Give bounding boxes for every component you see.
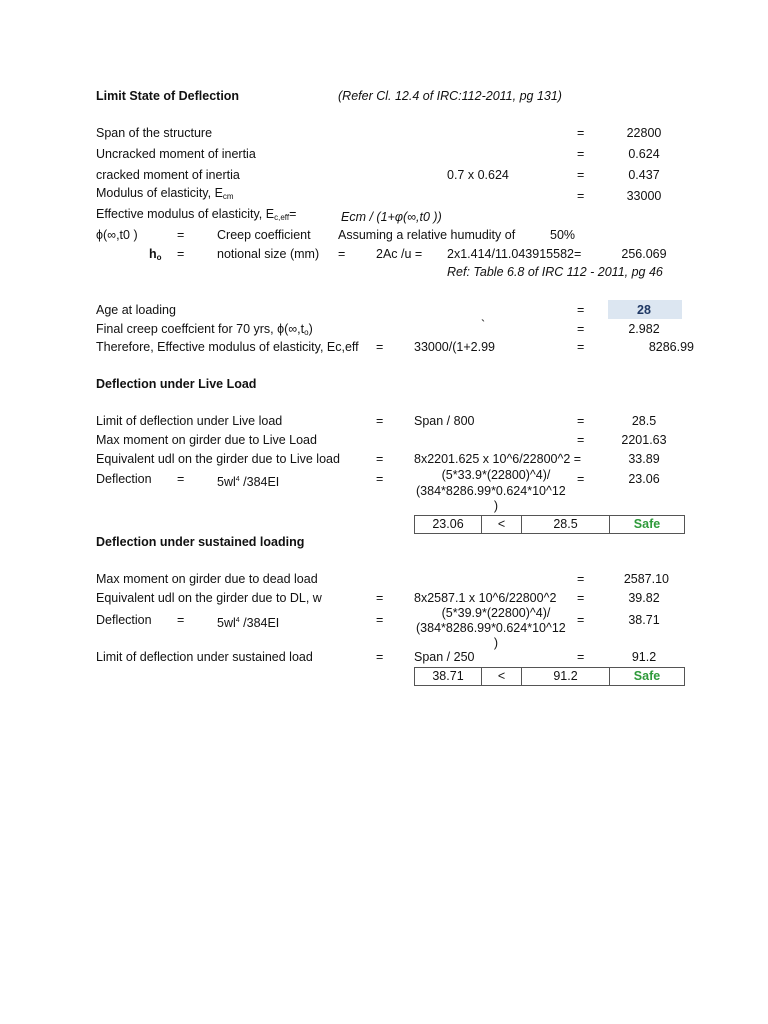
live-check-b: 28.5 bbox=[522, 516, 610, 533]
modulus-value: 33000 bbox=[626, 189, 662, 203]
sustained-udl-eq: = bbox=[577, 591, 585, 605]
notional-symbol: $h_o$ bbox=[149, 247, 162, 262]
sustained-moment-value: 2587.10 bbox=[623, 572, 669, 586]
notional-calc: 2x1.414/11.043915582= bbox=[447, 247, 582, 261]
live-limit-eq1: = bbox=[376, 414, 384, 428]
sustained-deflection-eq: = bbox=[577, 613, 585, 627]
sustained-deflection-eq1: = bbox=[376, 613, 384, 627]
sustained-limit-calc: Span / 250 bbox=[414, 650, 475, 664]
table-reference: Ref: Table 6.8 of IRC 112 - 2011, pg 46 bbox=[447, 265, 663, 279]
live-udl-value: 33.89 bbox=[628, 452, 660, 466]
final-creep-label: Final creep coeffcient for 70 yrs, $\phi(\infty,t_o)$ bbox=[96, 322, 313, 337]
sustained-heading: Deflection under sustained loading bbox=[96, 535, 305, 549]
creep-humidity: 50% bbox=[550, 228, 576, 242]
sustained-limit-eq1: = bbox=[376, 650, 384, 664]
live-deflection-value: 23.06 bbox=[628, 472, 660, 486]
live-udl-eq1: = bbox=[376, 452, 384, 466]
live-deflection-formula: $5wl^4$ /384EI bbox=[217, 475, 280, 489]
cracked-value: 0.437 bbox=[628, 168, 660, 182]
uncracked-eq: = bbox=[577, 147, 585, 161]
notional-desc: notional size (mm) bbox=[217, 247, 320, 261]
final-creep-eq: = bbox=[577, 322, 585, 336]
span-eq: = bbox=[577, 126, 585, 140]
notional-value: 256.069 bbox=[621, 247, 667, 261]
live-limit-value: 28.5 bbox=[631, 414, 657, 428]
final-creep-value: 2.982 bbox=[628, 322, 660, 336]
live-moment-eq: = bbox=[577, 433, 585, 447]
live-limit-eq: = bbox=[577, 414, 585, 428]
age-value[interactable]: 28 bbox=[637, 303, 651, 317]
sustained-check-a: 38.71 bbox=[415, 668, 482, 685]
creep-desc: Creep coefficient bbox=[217, 228, 311, 242]
live-limit-calc: Span / 800 bbox=[414, 414, 475, 428]
sustained-check-b: 91.2 bbox=[522, 668, 610, 685]
live-moment-value: 2201.63 bbox=[621, 433, 667, 447]
live-deflection-label: Deflection bbox=[96, 472, 152, 486]
notional-eq: = bbox=[177, 247, 185, 261]
sustained-deflection-eq0: = bbox=[177, 613, 185, 627]
span-label: Span of the structure bbox=[96, 126, 213, 140]
sustained-moment-eq: = bbox=[577, 572, 585, 586]
effective-formula: Ecm / (1+φ(∞,t0 )) bbox=[341, 210, 442, 224]
eff-mod-value: 8286.99 bbox=[648, 340, 694, 354]
page-title: Limit State of Deflection bbox=[96, 89, 240, 103]
cracked-eq: = bbox=[577, 168, 585, 182]
sustained-limit-value: 91.2 bbox=[631, 650, 657, 664]
sustained-deflection-formula: $5wl^4$ /384EI bbox=[217, 616, 280, 630]
live-check-op: < bbox=[482, 516, 522, 533]
live-moment-label: Max moment on girder due to Live Load bbox=[96, 433, 317, 447]
live-deflection-calc2: (384*8286.99*0.624*10^12 bbox=[416, 484, 566, 498]
live-limit-label: Limit of deflection under Live load bbox=[96, 414, 283, 428]
live-deflection-calc1: (5*33.9*(22800)^4)/ bbox=[441, 468, 551, 482]
modulus-label: Modulus of elasticity, $E_{cm}$ bbox=[96, 186, 234, 201]
sustained-deflection-value: 38.71 bbox=[628, 613, 660, 627]
uncracked-value: 0.624 bbox=[628, 147, 660, 161]
age-label: Age at loading bbox=[96, 303, 176, 317]
eff-mod-calc: 33000/(1+2.99 bbox=[414, 340, 495, 354]
sustained-moment-label: Max moment on girder due to dead load bbox=[96, 572, 318, 586]
sustained-limit-label: Limit of deflection under sustained load bbox=[96, 650, 313, 664]
live-check-result: Safe bbox=[633, 517, 661, 531]
uncracked-label: Uncracked moment of inertia bbox=[96, 147, 256, 161]
live-heading: Deflection under Live Load bbox=[96, 377, 257, 391]
creep-symbol: ϕ(∞,t0 ) bbox=[96, 228, 138, 242]
cracked-label: cracked moment of inertia bbox=[96, 168, 240, 182]
live-deflection-eq: = bbox=[577, 472, 585, 486]
sustained-limit-eq: = bbox=[577, 650, 585, 664]
span-value: 22800 bbox=[626, 126, 662, 140]
sustained-deflection-calc1: (5*39.9*(22800)^4)/ bbox=[441, 606, 551, 620]
eff-mod-eq: = bbox=[577, 340, 585, 354]
final-creep-tick: ` bbox=[481, 318, 486, 332]
creep-eq: = bbox=[177, 228, 185, 242]
cracked-calc: 0.7 x 0.624 bbox=[447, 168, 509, 182]
sustained-check-result: Safe bbox=[633, 669, 661, 683]
sustained-check-op: < bbox=[482, 668, 522, 685]
live-check-table bbox=[414, 515, 685, 534]
sustained-deflection-calc2: (384*8286.99*0.624*10^12 bbox=[416, 621, 566, 635]
sustained-udl-label: Equivalent udl on the girder due to DL, w bbox=[96, 591, 322, 605]
live-deflection-eq1: = bbox=[376, 472, 384, 486]
notional-formula: 2Ac /u = bbox=[376, 247, 423, 261]
live-udl-calc: 8x2201.625 x 10^6/22800^2 = bbox=[414, 452, 582, 466]
sustained-deflection-calc3: ) bbox=[493, 636, 499, 650]
sustained-udl-eq1: = bbox=[376, 591, 384, 605]
live-udl-label: Equivalent udl on the girder due to Live load bbox=[96, 452, 340, 466]
sustained-check-table bbox=[414, 667, 685, 686]
notional-eq2: = bbox=[338, 247, 346, 261]
eff-mod-label: Therefore, Effective modulus of elasticity, Ec,eff bbox=[96, 340, 359, 354]
sustained-udl-calc: 8x2587.1 x 10^6/22800^2 bbox=[414, 591, 557, 605]
effective-label: Effective modulus of elasticity, $E_{c,eff}=$ bbox=[96, 207, 297, 222]
age-eq: = bbox=[577, 303, 585, 317]
creep-note: Assuming a relative humudity of bbox=[338, 228, 516, 242]
modulus-eq: = bbox=[577, 189, 585, 203]
sustained-udl-value: 39.82 bbox=[628, 591, 660, 605]
sustained-deflection-label: Deflection bbox=[96, 613, 152, 627]
eff-mod-eq1: = bbox=[376, 340, 384, 354]
live-deflection-eq0: = bbox=[177, 472, 185, 486]
live-check-a: 23.06 bbox=[415, 516, 482, 533]
live-deflection-calc3: ) bbox=[493, 499, 499, 513]
reference-note: (Refer Cl. 12.4 of IRC:112-2011, pg 131) bbox=[338, 89, 562, 103]
